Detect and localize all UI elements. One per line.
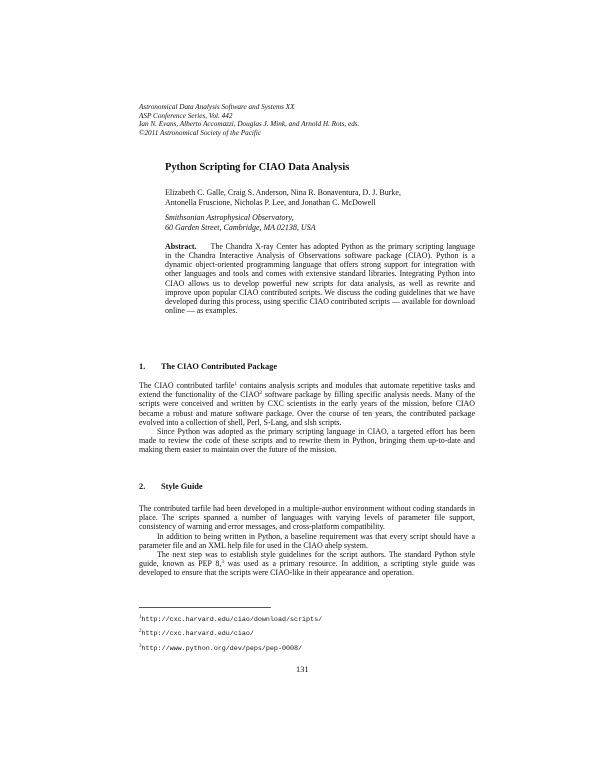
author-line-1: Elizabeth C. Galle, Craig S. Anderson, Nina R. Bonaventura, D. J. Burke, [165,188,401,197]
footnote-1-mark: 1 [139,615,142,620]
footnote-1-link[interactable]: http://cxc.harvard.edu/ciao/download/scripts/ [141,616,323,624]
header-line-copyright: ©2011 Astronomical Society of the Pacific [139,128,262,137]
abstract [165,242,475,315]
paper-title: Python Scripting for CIAO Data Analysis [165,162,350,173]
footnote-3-mark: 3 [139,644,142,649]
conference-header [139,103,499,137]
section-1-body [139,381,475,455]
section-2-paragraph-3: The next step was to establish style guidelines for the script authors. The standard Python style guide, known as PEP 8,$^3$ was used as a primary resource. In addition, a scripting style guide was developed to ensure that the scripts were CIAO-like in their appearance and operation. [139,550,475,578]
affiliation-line-1: Smithsonian Astrophysical Observatory, [165,213,294,222]
abstract-label: Abstract. [165,242,197,251]
section-1-number: 1. [139,362,146,371]
section-1-title: The CIAO Contributed Package [161,362,278,371]
footnote-ref-1[interactable]: 1 [234,382,237,387]
section-2-heading [139,482,203,492]
section-2-paragraph-2: In addition to being written in Python, a baseline requirement was that every script should have a parameter file and an XML help file for used in the CIAO ahelp system. [139,531,475,550]
section-2-title: Style Guide [161,482,203,491]
section-1-paragraph-2: Since Python was adopted as the primary scripting language in CIAO, a targeted effort has been made to review the code of these scripts and to rewrite them in Python, bringing them up-to-date and making them easier to maintain over the future of the mission. [139,427,475,455]
header-line-volume: ASP Conference Series, Vol. 442 [139,111,233,120]
footnote-2-link[interactable]: http://cxc.harvard.edu/ciao/ [141,630,254,638]
footnote-1 [139,616,322,624]
author-list [165,188,485,208]
footnote-2-mark: 2 [139,629,142,634]
affiliation [165,213,485,233]
footnote-divider [139,607,271,608]
footnote-ref-2[interactable]: 2 [259,391,263,397]
footnote-2 [139,630,254,638]
section-2-paragraph-1: The contributed tarfile had been developed in a multiple-author environment without coding standards in place. The scripts spanned a number of languages with varying levels of parameter file support, consistency of warning and error messages, and cross-platform compatibility. [139,504,475,532]
header-line-series: Astronomical Data Analysis Software and Systems XX [139,103,295,111]
footnote-ref-3[interactable]: 3 [221,560,224,566]
section-1-paragraph-1: The CIAO contributed tarfile$^1$ contains analysis scripts and modules that automate repetitive tasks and extend the functionality of the CIAO$^2$ software package by filling specific analysis needs. Many of the scripts were conceived and written by CXC scientists in the early years of the mission, before CIAO became a robust and mature software package. Over the course of ten years, the contributed package evolved into a collection of shell, Perl, S-Lang, and slsh scripts. [139,381,475,427]
section-2-number: 2. [139,482,146,491]
author-line-2: Antonella Fruscione, Nicholas P. Lee, and Jonathan C. McDowell [165,198,376,207]
header-line-editors: Ian N. Evans, Alberto Accomazzi, Douglas J. Mink, and Arnold H. Rots, eds. [139,120,360,129]
abstract-text: The Chandra X-ray Center has adopted Python as the primary scripting language in the Chandra Interactive Analysis of Observations software package (CIAO). Python is a dynamic object-oriented programming language that offers strong support for integration with other languages and tools and comes with extensive standard libraries. Integrating Python into CIAO allows us to develop powerful new scripts for data analysis, as well as rewrite and improve upon popular CIAO contributed scripts. We discuss the coding guidelines that we have developed during this process, using specific CIAO contributed scripts — available for download online — as examples. [165,242,475,316]
section-2-body [139,504,475,578]
footnote-3-link[interactable]: http://www.python.org/dev/peps/pep-0008/ [141,645,303,653]
section-1-heading [139,362,277,372]
page-number: 131 [296,665,309,674]
footnote-3 [139,645,302,653]
affiliation-line-2: 60 Garden Street, Cambridge, MA 02138, USA [165,223,316,232]
